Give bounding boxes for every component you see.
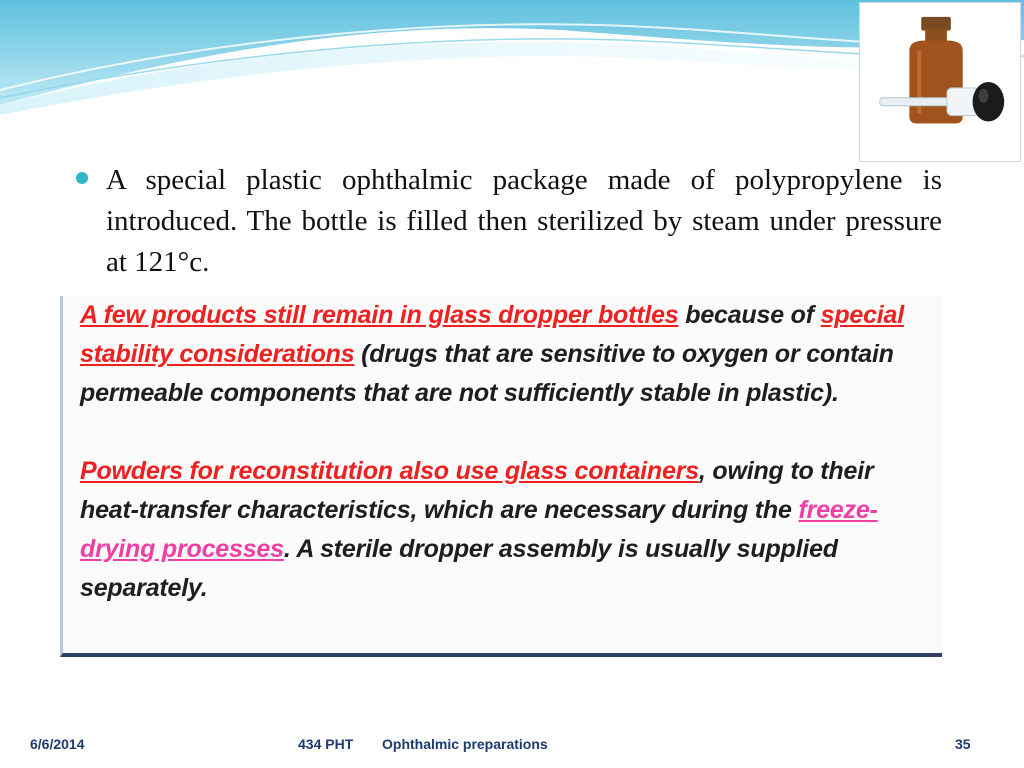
highlight-powders: Powders for reconstitution also use glass containers [80, 457, 699, 485]
excerpt-paragraph-2 [80, 452, 930, 608]
excerpt-image-box [60, 296, 942, 657]
bullet-icon [76, 172, 88, 184]
excerpt-paragraph-1 [80, 296, 930, 413]
excerpt-text: (drugs that are sensitive to oxygen or contain permeable components that are not sufficiently stable in plastic). [80, 340, 894, 407]
bullet-text: A special plastic ophthalmic package made of polypropylene is introduced. The bottle is filled then sterilized by steam under pressure at 121°c. [106, 164, 942, 278]
highlight-freeze-drying: freeze-drying processes [80, 496, 878, 563]
bullet-paragraph [76, 160, 942, 283]
excerpt-text: . A sterile dropper assembly is usually supplied separately. [80, 535, 838, 602]
slide-footer [0, 732, 1024, 756]
footer-date: 6/6/2014 [30, 736, 85, 752]
highlight-glass-dropper: A few products still remain in glass dropper bottles [80, 301, 679, 329]
dropper-bottle-image [859, 2, 1021, 162]
excerpt-text: , owing to their heat-transfer characteristics, which are necessary during the [80, 457, 874, 524]
footer-title: Ophthalmic preparations [382, 736, 548, 752]
footer-page-number: 35 [955, 736, 971, 752]
highlight-stability: special stability considerations [80, 301, 904, 368]
footer-course: 434 PHT [298, 736, 354, 752]
excerpt-text: because of [678, 301, 821, 329]
